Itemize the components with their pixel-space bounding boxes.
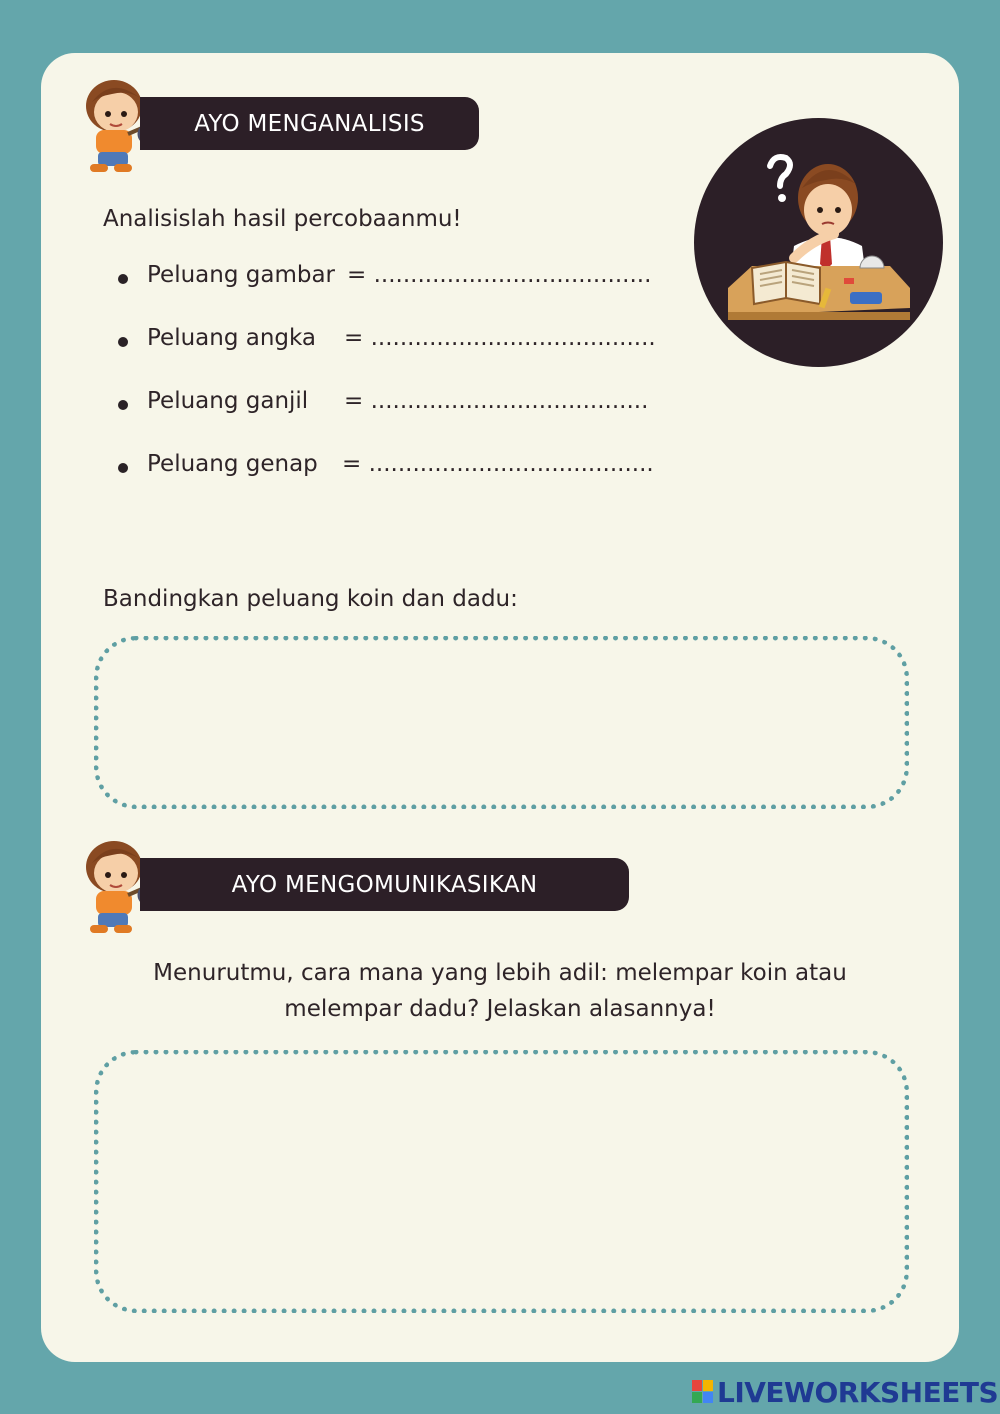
bullet-icon (118, 337, 128, 347)
section-banner-communicate (140, 858, 629, 911)
liveworksheets-logo[interactable] (692, 1377, 998, 1407)
banner-title: AYO MENGANALISIS (194, 110, 425, 137)
bullet-icon (118, 400, 128, 410)
answer-blank[interactable]: = ....................................... (342, 451, 654, 477)
logo-text: LIVEWORKSHEETS (717, 1375, 999, 1409)
bullet-icon (118, 463, 128, 473)
answer-blank[interactable]: = ...................................... (347, 262, 652, 288)
answer-blank[interactable]: = ...................................... (344, 388, 649, 414)
banner-title: AYO MENGOMUNIKASIKAN (231, 871, 538, 898)
bullet-icon (118, 274, 128, 284)
section-banner-analyze (140, 97, 479, 150)
liveworksheets-logo-icon (692, 1380, 714, 1404)
item-label: Peluang genap (147, 451, 318, 477)
compare-answer-box[interactable] (94, 636, 909, 809)
item-label: Peluang angka (147, 325, 317, 351)
item-label: Peluang gambar (147, 262, 335, 288)
thinking-student-illustration (694, 118, 943, 367)
question-line-1: Menurutmu, cara mana yang lebih adil: melempar koin atau (153, 960, 847, 986)
compare-prompt: Bandingkan peluang koin dan dadu: (103, 586, 518, 612)
item-label: Peluang ganjil (147, 388, 309, 414)
opinion-answer-box[interactable] (94, 1050, 909, 1313)
question-line-2: melempar dadu? Jelaskan alasannya! (284, 996, 716, 1022)
answer-blank[interactable]: = ....................................... (344, 325, 656, 351)
instruction-text: Analisislah hasil percobaanmu! (103, 206, 462, 232)
